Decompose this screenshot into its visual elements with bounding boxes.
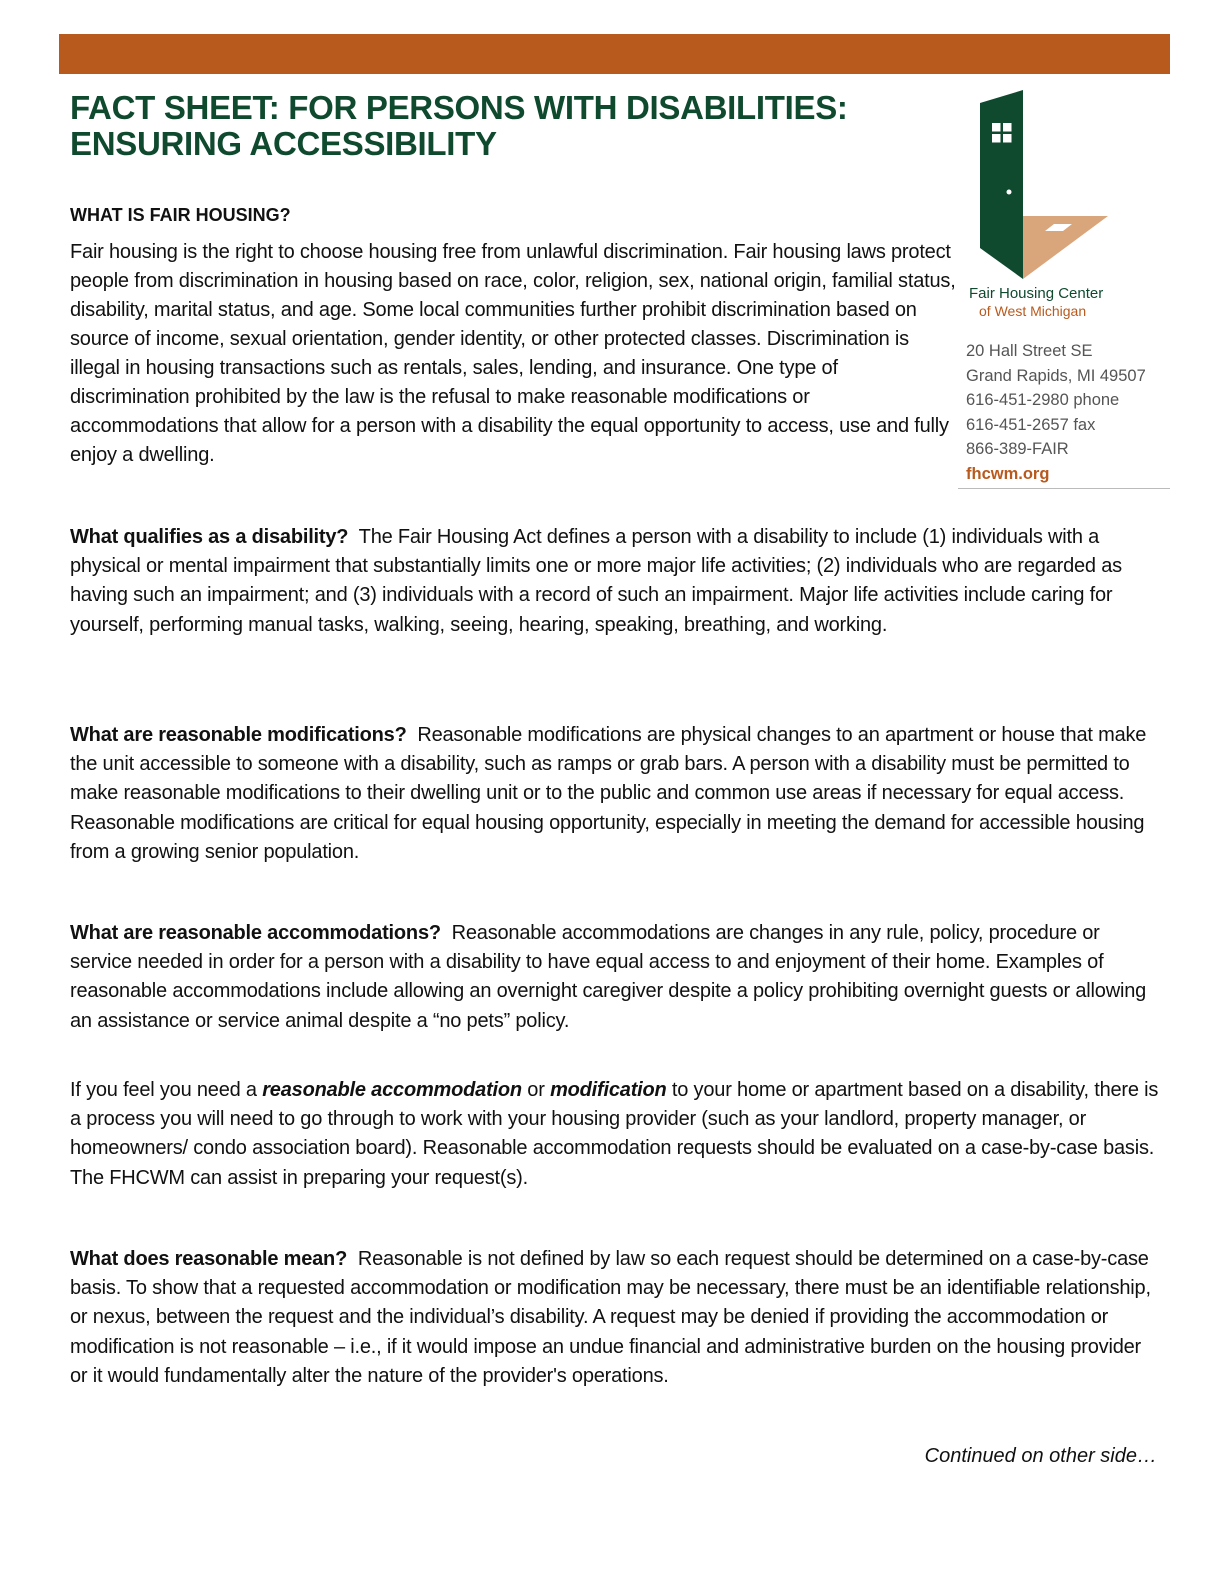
disability-text: The Fair Housing Act defines a person with a disability to include (1) individuals with a physical or mental impairment that substantially limits one or more major life activities; (2) individuals who are regarded as having such an impairment; and (3) individuals with a record of such an impairment. Major life activities include caring for yourself, performing manual tasks, walking, seeing, hearing, speaking, breathing, and working.: [70, 526, 1122, 636]
process-text-2: or: [521, 1079, 551, 1101]
logo-window-pane: [992, 123, 1001, 132]
logo-door-shape: [980, 90, 1023, 279]
contact-block: [966, 339, 1170, 486]
logo-door-knob: [1007, 190, 1012, 195]
page-title-line-2: ENSURING ACCESSIBILITY: [70, 125, 497, 162]
reasonable-lead: What does reasonable mean?: [70, 1248, 348, 1270]
page-title: [70, 90, 930, 162]
address-line-2: Grand Rapids, MI 49507: [966, 366, 1146, 385]
accommodations-paragraph: [70, 919, 1160, 1036]
toll-free-number: 866-389-FAIR: [966, 440, 1069, 458]
disability-paragraph: [70, 523, 1160, 640]
reasonable-paragraph: [70, 1245, 1160, 1391]
process-paragraph: [70, 1076, 1160, 1193]
accommodations-lead: What are reasonable accommodations?: [70, 922, 441, 944]
continued-note: Continued on other side…: [924, 1445, 1157, 1467]
modifications-lead: What are reasonable modifications?: [70, 724, 407, 746]
process-emphasis-accommodation: reasonable accommodation: [262, 1079, 522, 1101]
process-text-3: to your home or apartment based on a disability, there is a process you will need to go through to work with your housing provider (such as your landlord, property manager, or homeowners/ condo association board). Reasonable accommodation requests should be evaluated on a case-by-case basis. The FHCWM can assist in preparing your request(s).: [70, 1079, 1159, 1189]
header-accent-bar: [59, 34, 1170, 74]
website-link[interactable]: fhcwm.org: [966, 464, 1050, 483]
logo-window-pane: [1003, 123, 1012, 132]
phone-number: 616-451-2980 phone: [966, 391, 1120, 409]
page-title-line-1: FACT SHEET: FOR PERSONS WITH DISABILITIES:: [70, 89, 848, 126]
reasonable-text: Reasonable is not defined by law so each request should be determined on a case-by-case basis. To show that a requested accommodation or modification may be necessary, there must be an identifiable relationship, or nexus, between the request and the individual’s disability. A request may be denied if providing the accommodation or modification is not reasonable – i.e., if it would impose an undue financial and administrative burden on the housing provider or it would fundamentally alter the nature of the provider's operations.: [70, 1248, 1151, 1387]
disability-lead: What qualifies as a disability?: [70, 526, 349, 548]
logo-org-name-line-2: of West Michigan: [979, 303, 1087, 319]
logo-org-name-line-1: Fair Housing Center: [969, 285, 1104, 302]
section-heading-fair-housing: WHAT IS FAIR HOUSING?: [70, 205, 291, 225]
modifications-paragraph: [70, 721, 1160, 867]
fhcwm-logo: [960, 86, 1120, 326]
logo-window-pane: [1003, 134, 1012, 143]
accommodations-text: Reasonable accommodations are changes in any rule, policy, procedure or service needed in order for a person with a disability to have equal access to and enjoyment of their home. Examples of reasonable accommodations include allowing an overnight caregiver despite a policy prohibiting overnight guests or allowing an assistance or service animal despite a “no pets” policy.: [70, 922, 1147, 1032]
contact-divider: [958, 488, 1170, 489]
intro-paragraph: Fair housing is the right to choose housing free from unlawful discrimination. Fair housing laws protect people from discrimination in housing based on race, color, religion, sex, national origin, familial status, disability, marital status, and age. Some local communities further prohibit discrimination based on source of income, sexual orientation, gender identity, or other protected classes. Discrimination is illegal in housing transactions such as rentals, sales, lending, and insurance. One type of discrimination prohibited by the law is the refusal to make reasonable modifications or accommodations that allow for a person with a disability the equal opportunity to access, use and fully enjoy a dwelling.: [70, 241, 956, 466]
fax-number: 616-451-2657 fax: [966, 415, 1096, 434]
process-emphasis-modification: modification: [550, 1079, 667, 1101]
process-text-1: If you feel you need a: [70, 1079, 263, 1101]
modifications-text: Reasonable modifications are physical changes to an apartment or house that make the unit accessible to someone with a disability, such as ramps or grab bars. A person with a disability must be permitted to make reasonable modifications to their dwelling unit or to the public and common use areas if necessary for equal access. Reasonable modifications are critical for equal housing opportunity, especially in meeting the demand for accessible housing from a growing senior population.: [70, 724, 1147, 863]
logo-window-pane: [992, 134, 1001, 143]
address-line-1: 20 Hall Street SE: [966, 342, 1093, 360]
